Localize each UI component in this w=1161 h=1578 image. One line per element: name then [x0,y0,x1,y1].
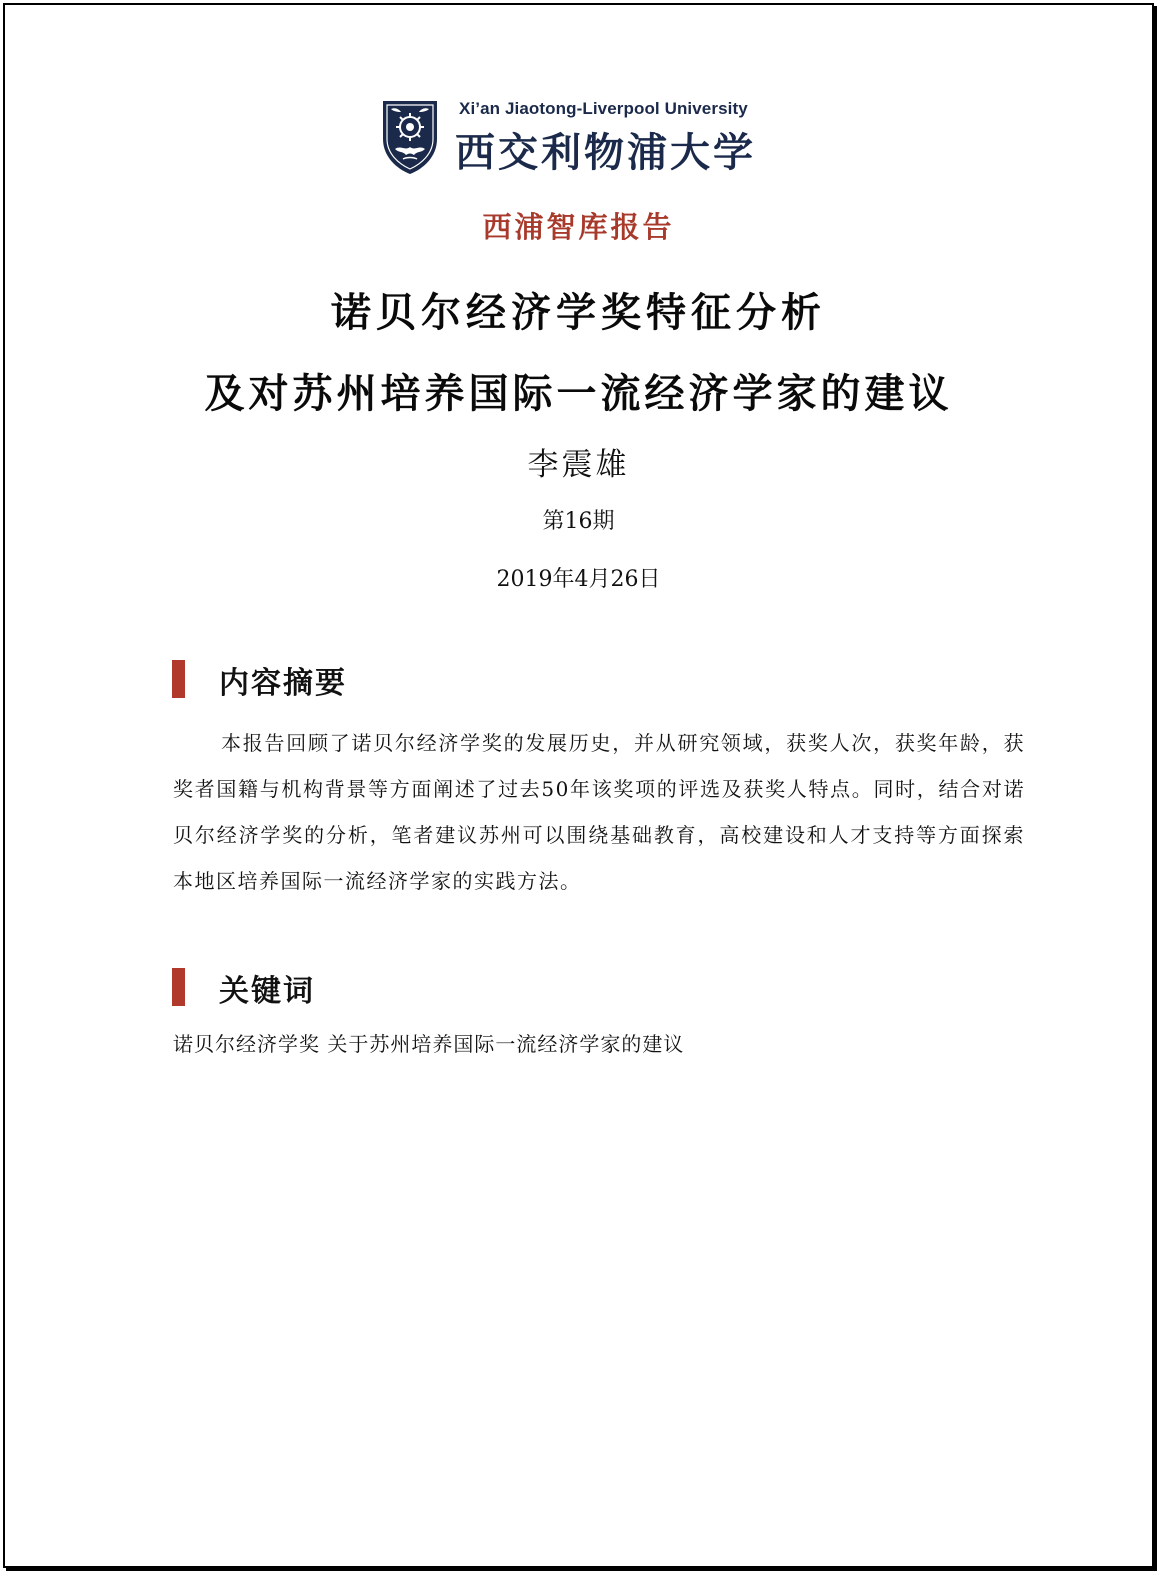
university-name-en: Xi’an Jiaotong-Liverpool University [459,99,748,118]
report-series: 西浦智库报告 [482,210,675,244]
report-title-line2: 及对苏州培养国际一流经济学家的建议 [204,370,953,417]
abstract-text: 本报告回顾了诺贝尔经济学奖的发展历史，并从研究领域，获奖人次，获奖年龄，获奖者国籍与机构背景等方面阐述了过去50年该奖项的评选及获奖人特点。同时，结合对诺贝尔经济学奖的分析，笔者建议苏州可以围绕基础教育，高校建设和人才支持等方面探索本地区培养国际一流经济学家的实践方法。 [173,731,1025,893]
abstract-title: 内容摘要 [219,666,347,701]
university-name-cn: 西交利物浦大学 [455,129,756,176]
section-marker [172,660,185,698]
report-title-line1: 诺贝尔经济学奖特征分析 [331,289,826,336]
report-author: 李震雄 [527,447,630,483]
report-date: 2019年4月26日 [496,567,661,592]
document-page [3,3,1154,1568]
university-crest-icon [381,99,439,175]
section-marker [172,968,185,1006]
report-issue: 第16期 [542,509,615,534]
university-logo [381,99,801,179]
keywords-text: 诺贝尔经济学奖 关于苏州培养国际一流经济学家的建议 [173,1032,685,1056]
keywords-title: 关键词 [219,974,315,1009]
